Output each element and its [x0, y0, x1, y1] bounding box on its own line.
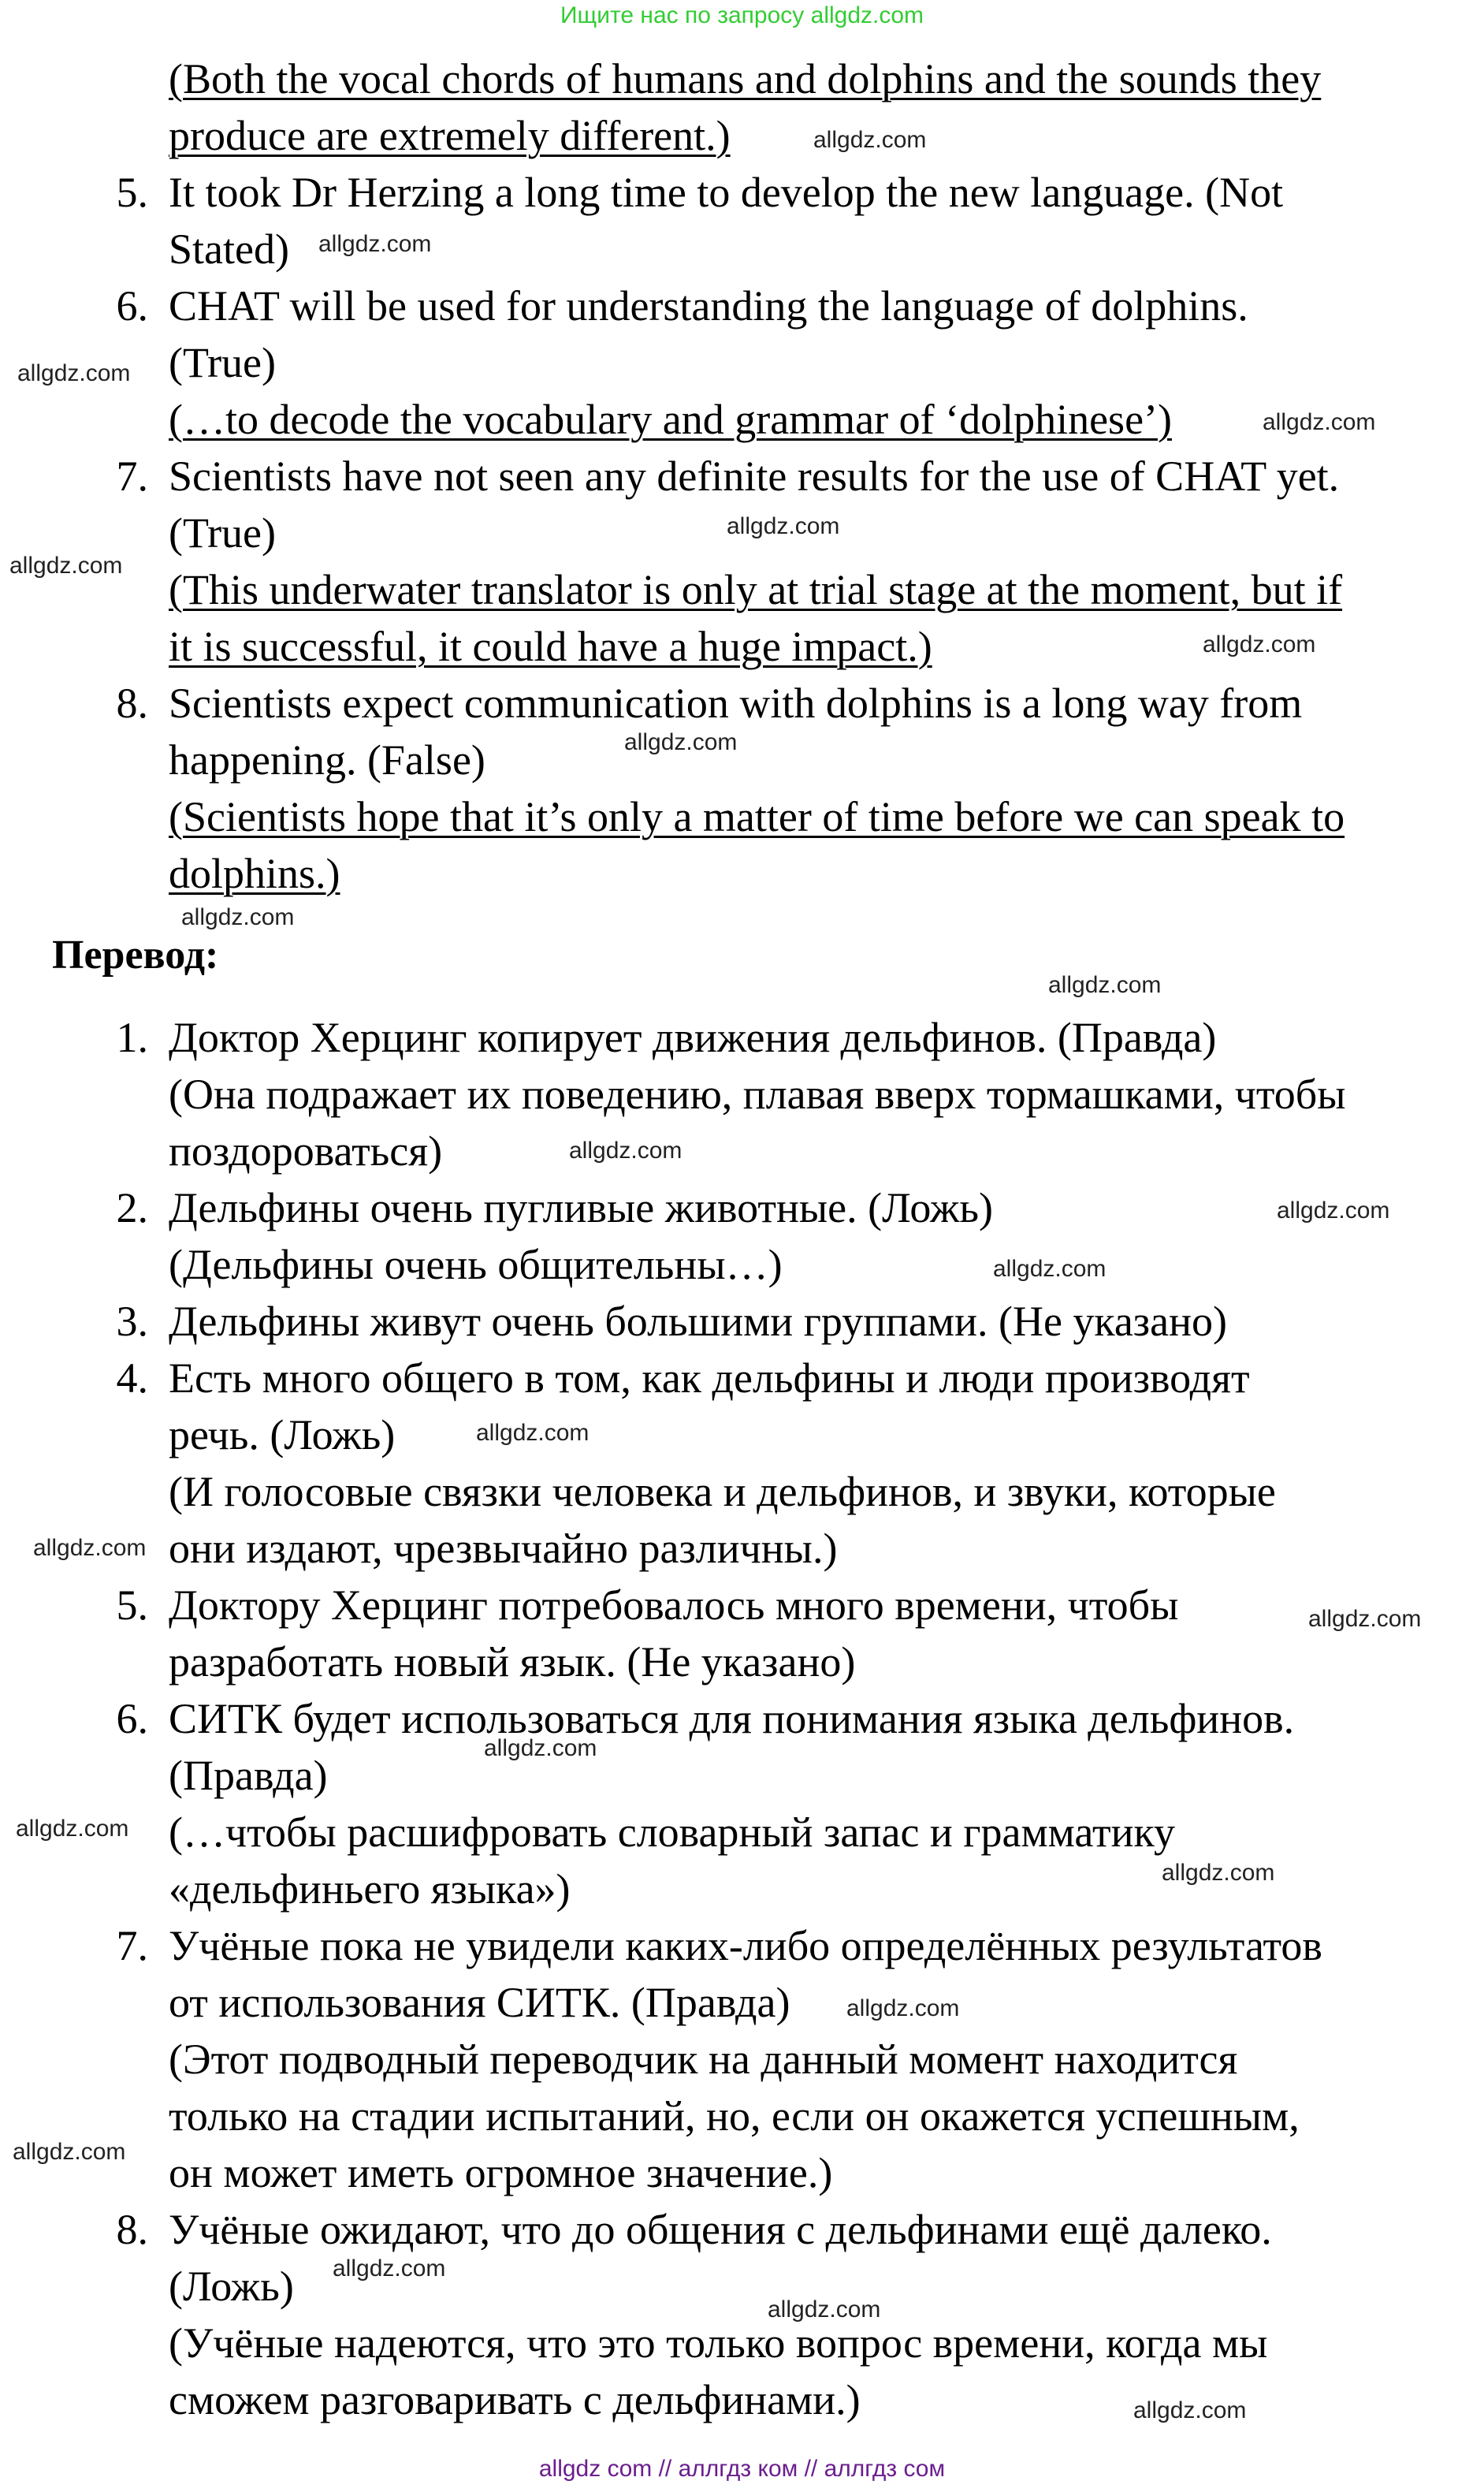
watermark: allgdz.com [333, 2255, 446, 2282]
watermark: allgdz.com [318, 231, 432, 257]
item-text: от использования СИТК. (Правда) [169, 1979, 790, 2026]
watermark: allgdz.com [9, 553, 123, 579]
item-number: 6. [116, 282, 148, 330]
item-text: (Она подражает их поведению, плавая вверх тормашками, чтобы [169, 1071, 1346, 1118]
item-text: (И голосовые связки человека и дельфинов, и звуки, которые [169, 1468, 1276, 1515]
item4-justification-line1: (Both the vocal chords of humans and dolphins and the sounds they [169, 55, 1322, 102]
item-text: (True) [169, 339, 277, 386]
watermark: allgdz.com [484, 1735, 597, 1761]
item-text: Доктор Херцинг копирует движения дельфинов. (Правда) [169, 1014, 1217, 1061]
item-justification: (This underwater translator is only at trial stage at the moment, but if [169, 566, 1343, 613]
item4-justification-line2: produce are extremely different.) [169, 112, 731, 159]
watermark: allgdz.com [181, 904, 295, 930]
watermark: allgdz.com [993, 1256, 1106, 1282]
item-text: Учёные ожидают, что до общения с дельфинами ещё далеко. [169, 2206, 1272, 2253]
item-text: разработать новый язык. (Не указано) [169, 1638, 856, 1686]
item-text: они издают, чрезвычайно различны.) [169, 1525, 838, 1572]
watermark: allgdz.com [13, 2139, 126, 2165]
watermark: allgdz.com [33, 1535, 147, 1561]
item-text: поздороваться) [169, 1127, 443, 1175]
item-number: 8. [116, 680, 148, 727]
watermark: allgdz.com [1277, 1198, 1390, 1224]
watermark: allgdz.com [16, 1816, 129, 1842]
item-text: (…чтобы расшифровать словарный запас и грамматику [169, 1808, 1175, 1856]
watermark: allgdz.com [1308, 1606, 1422, 1632]
item-text: It took Dr Herzing a long time to develop the new language. (Not [169, 169, 1284, 216]
item-text: Доктору Херцинг потребовалось много времени, чтобы [169, 1581, 1179, 1629]
item-justification: (…to decode the vocabulary and grammar of ‘dolphinese’) [169, 396, 1173, 443]
item-text: (Этот подводный переводчик на данный момент находится [169, 2036, 1238, 2083]
item-text: Stated) [169, 225, 289, 273]
item-text: (Ложь) [169, 2263, 294, 2310]
item-number: 2. [116, 1184, 148, 1231]
item-text: (Правда) [169, 1752, 328, 1799]
item-text: happening. (False) [169, 736, 485, 784]
watermark: allgdz.com [1263, 409, 1376, 435]
item-number: 5. [116, 169, 148, 216]
item-text: Дельфины живут очень большими группами. (Не указано) [169, 1298, 1227, 1345]
item-number: 6. [116, 1695, 148, 1742]
watermark: allgdz.com [768, 2296, 881, 2323]
watermark: allgdz.com [1048, 972, 1162, 998]
item-justification: it is successful, it could have a huge impact.) [169, 623, 932, 670]
item-number: 7. [116, 1922, 148, 1969]
watermark: allgdz.com [476, 1420, 590, 1446]
watermark: allgdz.com [813, 127, 927, 153]
item-text: он может иметь огромное значение.) [169, 2149, 833, 2196]
item-number: 1. [116, 1014, 148, 1061]
item-text: только на стадии испытаний, но, если он окажется успешным, [169, 2092, 1300, 2140]
item-text: Scientists expect communication with dolphins is a long way from [169, 680, 1303, 727]
item-justification: dolphins.) [169, 850, 340, 897]
watermark: allgdz.com [624, 729, 738, 755]
item-justification: (Scientists hope that it’s only a matter of time before we can speak to [169, 793, 1345, 840]
watermark: allgdz.com [569, 1138, 682, 1164]
item-text: «дельфиньего языка») [169, 1865, 571, 1913]
item-text: (Дельфины очень общительны…) [169, 1241, 783, 1288]
watermark: allgdz.com [17, 360, 131, 386]
item-text: (True) [169, 509, 277, 557]
item-text: Scientists have not seen any definite results for the use of CHAT yet. [169, 453, 1340, 500]
item-text: Дельфины очень пугливые животные. (Ложь) [169, 1184, 993, 1231]
watermark: allgdz.com [1133, 2397, 1247, 2423]
item-text: СИТК будет использоваться для понимания языка дельфинов. [169, 1695, 1295, 1742]
item-text: CHAT will be used for understanding the language of dolphins. [169, 282, 1248, 330]
watermark: allgdz.com [1203, 631, 1316, 657]
item-text: сможем разговаривать с дельфинами.) [169, 2376, 861, 2423]
item-number: 3. [116, 1298, 148, 1345]
item-text: Учёные пока не увидели каких-либо определённых результатов [169, 1922, 1322, 1969]
item-number: 5. [116, 1581, 148, 1629]
item-text: речь. (Ложь) [169, 1411, 396, 1458]
item-number: 8. [116, 2206, 148, 2253]
footer-site-links[interactable]: allgdz com // аллгдз ком // аллгдз сом [538, 2456, 946, 2482]
watermark: allgdz.com [846, 1995, 960, 2021]
header-site-link[interactable]: Ищите нас по запросу allgdz.com [560, 2, 924, 28]
watermark: allgdz.com [727, 513, 840, 539]
item-text: Есть много общего в том, как дельфины и люди производят [169, 1354, 1250, 1402]
watermark: allgdz.com [1162, 1860, 1275, 1886]
item-number: 7. [116, 453, 148, 500]
item-text: (Учёные надеются, что это только вопрос времени, когда мы [169, 2319, 1268, 2367]
translation-heading: Перевод: [52, 933, 219, 978]
item-number: 4. [116, 1354, 148, 1402]
